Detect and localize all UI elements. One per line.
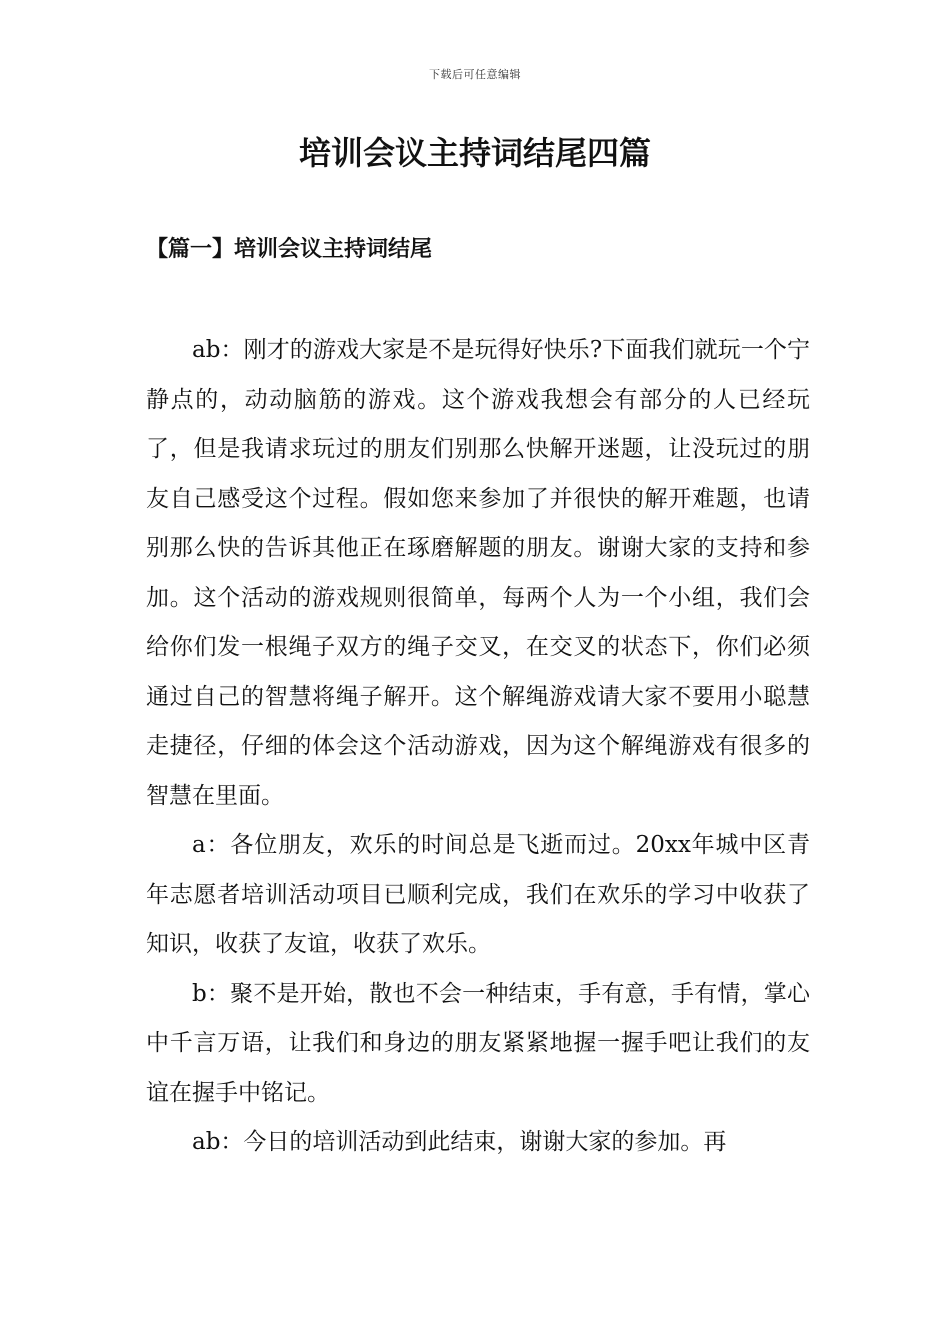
document-title: 培训会议主持词结尾四篇 xyxy=(298,134,651,172)
paragraph: ab：刚才的游戏大家是不是玩得好快乐?下面我们就玩一个宁静点的，动动脑筋的游戏。这个游戏我想会有部分的人已经玩了，但是我请求玩过的朋友们别那么快解开迷题，让没玩过的朋友自己感受这个过程。假如您来参加了并很快的解开难题，也请别那么快的告诉其他正在琢磨解题的朋友。谢谢大家的支持和参加。这个活动的游戏规则很简单，每两个人为一个小组，我们会给你们发一根绳子双方的绳子交叉，在交叉的状态下，你们必须通过自己的智慧将绳子解开。这个解绳游戏请大家不要用小聪慧走捷径，仔细的体会这个活动游戏，因为这个解绳游戏有很多的智慧在里面。 xyxy=(146,337,810,809)
paragraph: ab：今日的培训活动到此结束，谢谢大家的参加。再 xyxy=(192,1129,727,1155)
paragraph: a：各位朋友，欢乐的时间总是飞逝而过。20xx年城中区青年志愿者培训活动项目已顺利完成，我们在欢乐的学习中收获了知识，收获了友谊，收获了欢乐。 xyxy=(146,832,810,957)
paragraph: b：聚不是开始，散也不会一种结束，手有意，手有情，掌心中千言万语，让我们和身边的朋友紧紧地握一握手吧让我们的友谊在握手中铭记。 xyxy=(146,980,810,1106)
header-note: 下载后可任意编辑 xyxy=(429,68,521,81)
section-heading: 【篇一】培训会议主持词结尾 xyxy=(146,237,433,262)
body-text xyxy=(146,326,810,1168)
